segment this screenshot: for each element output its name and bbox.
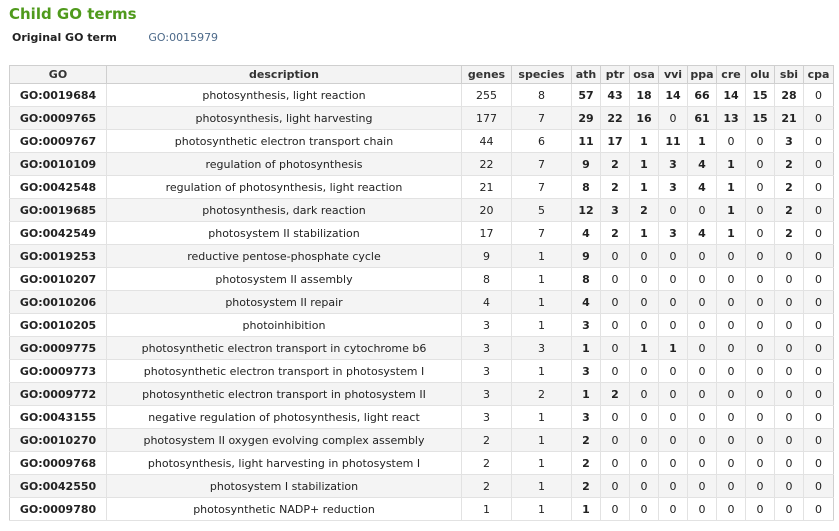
column-header-osa[interactable]: osa	[630, 66, 659, 84]
genes-count: 4	[462, 291, 512, 314]
species-count: 7	[512, 107, 572, 130]
species-count-ptr: 0	[601, 452, 630, 475]
species-count-ppa: 0	[688, 291, 717, 314]
table-row	[10, 84, 834, 107]
species-count-cpa: 0	[804, 84, 834, 107]
species-count-cpa: 0	[804, 107, 834, 130]
species-count-link-osa[interactable]: 18	[630, 84, 659, 107]
species-count-ppa: 0	[688, 475, 717, 498]
species-count-link-ptr[interactable]: 2	[601, 222, 630, 245]
species-count-vvi: 0	[659, 406, 688, 429]
genes-count: 21	[462, 176, 512, 199]
species-count: 1	[512, 360, 572, 383]
species-count: 7	[512, 176, 572, 199]
species-count-sbi: 0	[775, 360, 804, 383]
species-count-cpa: 0	[804, 337, 834, 360]
species-count-cpa: 0	[804, 475, 834, 498]
species-count-link-vvi[interactable]: 14	[659, 84, 688, 107]
species-count-olu: 0	[746, 199, 775, 222]
species-count-link-osa[interactable]: 1	[630, 176, 659, 199]
column-header-vvi[interactable]: vvi	[659, 66, 688, 84]
go-description: photosynthesis, light reaction	[107, 84, 462, 107]
species-count-cpa: 0	[804, 153, 834, 176]
species-count-link-ppa[interactable]: 1	[688, 130, 717, 153]
species-count-ppa: 0	[688, 268, 717, 291]
genes-count: 177	[462, 107, 512, 130]
go-id-link[interactable]: GO:0009765	[10, 107, 107, 130]
species-count-osa: 0	[630, 360, 659, 383]
table-row	[10, 176, 834, 199]
species-count-link-osa[interactable]: 16	[630, 107, 659, 130]
page-title: Child GO terms	[9, 5, 137, 23]
table-row	[10, 406, 834, 429]
species-count: 7	[512, 153, 572, 176]
go-description: photosynthetic electron transport in cytochrome b6	[107, 337, 462, 360]
species-count-cpa: 0	[804, 245, 834, 268]
species-count-link-ath[interactable]: 9	[572, 245, 601, 268]
table-row	[10, 291, 834, 314]
genes-count: 17	[462, 222, 512, 245]
species-count-link-vvi[interactable]: 3	[659, 176, 688, 199]
column-header-sbi[interactable]: sbi	[775, 66, 804, 84]
species-count-link-cre[interactable]: 1	[717, 153, 746, 176]
species-count-link-ptr[interactable]: 22	[601, 107, 630, 130]
go-id-link[interactable]: GO:0009767	[10, 130, 107, 153]
species-count-link-vvi[interactable]: 3	[659, 222, 688, 245]
species-count-osa: 0	[630, 406, 659, 429]
table-row	[10, 429, 834, 452]
column-header-olu[interactable]: olu	[746, 66, 775, 84]
species-count-link-cre[interactable]: 13	[717, 107, 746, 130]
species-count-sbi: 0	[775, 245, 804, 268]
go-description: photosynthesis, light harvesting	[107, 107, 462, 130]
species-count-olu: 0	[746, 222, 775, 245]
go-description: regulation of photosynthesis	[107, 153, 462, 176]
species-count-ppa: 0	[688, 360, 717, 383]
go-description: photosystem II assembly	[107, 268, 462, 291]
species-count: 2	[512, 383, 572, 406]
species-count: 1	[512, 406, 572, 429]
species-count: 1	[512, 245, 572, 268]
go-description: photosynthetic NADP+ reduction	[107, 498, 462, 521]
species-count-link-ath[interactable]: 8	[572, 268, 601, 291]
species-count-link-ath[interactable]: 11	[572, 130, 601, 153]
go-description: photosystem II repair	[107, 291, 462, 314]
species-count-link-ath[interactable]: 2	[572, 429, 601, 452]
species-count-cpa: 0	[804, 452, 834, 475]
species-count-link-ptr[interactable]: 17	[601, 130, 630, 153]
species-count-link-ptr[interactable]: 2	[601, 383, 630, 406]
species-count-link-osa[interactable]: 2	[630, 199, 659, 222]
species-count-link-ptr[interactable]: 2	[601, 176, 630, 199]
species-count-link-ath[interactable]: 9	[572, 153, 601, 176]
table-row	[10, 130, 834, 153]
species-count-vvi: 0	[659, 475, 688, 498]
genes-count: 3	[462, 406, 512, 429]
species-count-ppa: 0	[688, 383, 717, 406]
species-count-link-ppa[interactable]: 66	[688, 84, 717, 107]
species-count-cpa: 0	[804, 360, 834, 383]
species-count-cpa: 0	[804, 130, 834, 153]
go-description: photosynthetic electron transport in photosystem I	[107, 360, 462, 383]
species-count-link-ath[interactable]: 1	[572, 337, 601, 360]
species-count-osa: 0	[630, 429, 659, 452]
genes-count: 22	[462, 153, 512, 176]
species-count-sbi: 0	[775, 291, 804, 314]
go-id-link[interactable]: GO:0009775	[10, 337, 107, 360]
go-description: reductive pentose-phosphate cycle	[107, 245, 462, 268]
species-count-cpa: 0	[804, 383, 834, 406]
column-header-cpa[interactable]: cpa	[804, 66, 834, 84]
go-description: negative regulation of photosynthesis, light react	[107, 406, 462, 429]
column-header-ath[interactable]: ath	[572, 66, 601, 84]
species-count-olu: 0	[746, 475, 775, 498]
species-count-cpa: 0	[804, 314, 834, 337]
genes-count: 20	[462, 199, 512, 222]
species-count-olu: 0	[746, 176, 775, 199]
species-count-link-sbi[interactable]: 2	[775, 176, 804, 199]
column-header-go[interactable]: GO	[10, 66, 107, 84]
table-row	[10, 107, 834, 130]
species-count-sbi: 0	[775, 337, 804, 360]
species-count-cre: 0	[717, 130, 746, 153]
go-id-link[interactable]: GO:0019253	[10, 245, 107, 268]
genes-count: 3	[462, 360, 512, 383]
species-count-olu: 0	[746, 498, 775, 521]
column-header-ptr[interactable]: ptr	[601, 66, 630, 84]
species-count-ptr: 0	[601, 498, 630, 521]
species-count-ptr: 0	[601, 475, 630, 498]
go-description: photosynthetic electron transport chain	[107, 130, 462, 153]
species-count-cpa: 0	[804, 406, 834, 429]
species-count-link-ath[interactable]: 29	[572, 107, 601, 130]
species-count-sbi: 0	[775, 268, 804, 291]
species-count-vvi: 0	[659, 199, 688, 222]
species-count-link-ppa[interactable]: 4	[688, 222, 717, 245]
species-count-link-ptr[interactable]: 3	[601, 199, 630, 222]
species-count-link-sbi[interactable]: 2	[775, 199, 804, 222]
species-count-cre: 0	[717, 452, 746, 475]
species-count-link-sbi[interactable]: 21	[775, 107, 804, 130]
species-count-link-olu[interactable]: 15	[746, 84, 775, 107]
species-count-sbi: 0	[775, 498, 804, 521]
species-count-cre: 0	[717, 406, 746, 429]
go-id-link[interactable]: GO:0042549	[10, 222, 107, 245]
species-count-link-ath[interactable]: 4	[572, 222, 601, 245]
species-count-cre: 0	[717, 360, 746, 383]
species-count-ppa: 0	[688, 406, 717, 429]
species-count-link-sbi[interactable]: 2	[775, 153, 804, 176]
species-count: 1	[512, 429, 572, 452]
species-count-vvi: 0	[659, 383, 688, 406]
species-count: 1	[512, 475, 572, 498]
genes-count: 8	[462, 268, 512, 291]
species-count-ptr: 0	[601, 291, 630, 314]
species-count-cre: 0	[717, 268, 746, 291]
species-count-link-vvi[interactable]: 3	[659, 153, 688, 176]
species-count-cre: 0	[717, 498, 746, 521]
species-count-link-cre[interactable]: 1	[717, 199, 746, 222]
go-id-link[interactable]: GO:0019685	[10, 199, 107, 222]
genes-count: 3	[462, 337, 512, 360]
go-id-link[interactable]: GO:0010207	[10, 268, 107, 291]
table-row	[10, 268, 834, 291]
species-count-cpa: 0	[804, 429, 834, 452]
go-description: photosynthesis, light harvesting in photosystem I	[107, 452, 462, 475]
table-row	[10, 498, 834, 521]
column-header-species[interactable]: species	[512, 66, 572, 84]
species-count-link-olu[interactable]: 15	[746, 107, 775, 130]
species-count-vvi: 0	[659, 245, 688, 268]
species-count-ppa: 0	[688, 337, 717, 360]
table-row	[10, 383, 834, 406]
species-count-link-cre[interactable]: 1	[717, 222, 746, 245]
species-count-ppa: 0	[688, 314, 717, 337]
species-count-ppa: 0	[688, 245, 717, 268]
table-row	[10, 337, 834, 360]
species-count-osa: 0	[630, 383, 659, 406]
species-count-cpa: 0	[804, 176, 834, 199]
species-count-ppa: 0	[688, 199, 717, 222]
species-count-link-ath[interactable]: 12	[572, 199, 601, 222]
species-count-olu: 0	[746, 383, 775, 406]
species-count-link-osa[interactable]: 1	[630, 222, 659, 245]
species-count-vvi: 0	[659, 107, 688, 130]
species-count-cre: 0	[717, 245, 746, 268]
go-description: photosynthesis, dark reaction	[107, 199, 462, 222]
species-count-olu: 0	[746, 452, 775, 475]
species-count-sbi: 0	[775, 429, 804, 452]
species-count-vvi: 0	[659, 314, 688, 337]
species-count-sbi: 0	[775, 314, 804, 337]
species-count-ptr: 0	[601, 429, 630, 452]
species-count: 3	[512, 337, 572, 360]
species-count-link-cre[interactable]: 1	[717, 176, 746, 199]
species-count-link-ptr[interactable]: 43	[601, 84, 630, 107]
species-count-sbi: 0	[775, 452, 804, 475]
species-count-ptr: 0	[601, 360, 630, 383]
species-count-sbi: 0	[775, 383, 804, 406]
species-count-cre: 0	[717, 475, 746, 498]
go-description: photosynthetic electron transport in photosystem II	[107, 383, 462, 406]
go-id-link[interactable]: GO:0009773	[10, 360, 107, 383]
species-count-link-ath[interactable]: 8	[572, 176, 601, 199]
child-go-terms-table	[9, 65, 834, 521]
go-id-link[interactable]: GO:0043155	[10, 406, 107, 429]
species-count-link-ptr[interactable]: 2	[601, 153, 630, 176]
go-description: photosystem II stabilization	[107, 222, 462, 245]
table-row	[10, 222, 834, 245]
species-count-link-ppa[interactable]: 61	[688, 107, 717, 130]
species-count-link-ath[interactable]: 57	[572, 84, 601, 107]
species-count-cpa: 0	[804, 291, 834, 314]
species-count-ppa: 0	[688, 452, 717, 475]
species-count: 6	[512, 130, 572, 153]
go-id-link[interactable]: GO:0010206	[10, 291, 107, 314]
species-count-olu: 0	[746, 153, 775, 176]
original-go-term-label: Original GO term	[12, 31, 117, 44]
species-count-link-sbi[interactable]: 2	[775, 222, 804, 245]
species-count-vvi: 0	[659, 291, 688, 314]
table-body	[10, 84, 834, 521]
go-description: photosystem I stabilization	[107, 475, 462, 498]
genes-count: 255	[462, 84, 512, 107]
species-count-olu: 0	[746, 429, 775, 452]
species-count-link-vvi[interactable]: 1	[659, 337, 688, 360]
species-count-osa: 0	[630, 498, 659, 521]
species-count-cre: 0	[717, 291, 746, 314]
species-count-ptr: 0	[601, 314, 630, 337]
genes-count: 2	[462, 452, 512, 475]
species-count-link-ath[interactable]: 3	[572, 406, 601, 429]
go-description: photosystem II oxygen evolving complex assembly	[107, 429, 462, 452]
table-row	[10, 360, 834, 383]
species-count-link-osa[interactable]: 1	[630, 130, 659, 153]
species-count: 7	[512, 222, 572, 245]
species-count-ptr: 0	[601, 245, 630, 268]
column-header-cre[interactable]: cre	[717, 66, 746, 84]
species-count-vvi: 0	[659, 498, 688, 521]
species-count-osa: 0	[630, 314, 659, 337]
species-count-link-ppa[interactable]: 4	[688, 176, 717, 199]
species-count-ptr: 0	[601, 268, 630, 291]
species-count-osa: 0	[630, 245, 659, 268]
species-count-olu: 0	[746, 130, 775, 153]
species-count-osa: 0	[630, 291, 659, 314]
genes-count: 2	[462, 475, 512, 498]
species-count-link-cre[interactable]: 14	[717, 84, 746, 107]
species-count: 1	[512, 314, 572, 337]
species-count-vvi: 0	[659, 429, 688, 452]
original-go-term	[12, 31, 218, 44]
original-go-term-link[interactable]: GO:0015979	[148, 31, 219, 44]
table-row	[10, 153, 834, 176]
species-count-olu: 0	[746, 337, 775, 360]
species-count-cpa: 0	[804, 199, 834, 222]
species-count-link-ath[interactable]: 3	[572, 360, 601, 383]
genes-count: 1	[462, 498, 512, 521]
species-count-vvi: 0	[659, 360, 688, 383]
species-count-cre: 0	[717, 383, 746, 406]
species-count: 1	[512, 452, 572, 475]
species-count-olu: 0	[746, 360, 775, 383]
species-count-olu: 0	[746, 314, 775, 337]
species-count-vvi: 0	[659, 268, 688, 291]
genes-count: 3	[462, 314, 512, 337]
table-row	[10, 199, 834, 222]
species-count-osa: 0	[630, 452, 659, 475]
species-count-link-ath[interactable]: 2	[572, 452, 601, 475]
table-row	[10, 475, 834, 498]
species-count-link-sbi[interactable]: 28	[775, 84, 804, 107]
go-id-link[interactable]: GO:0019684	[10, 84, 107, 107]
species-count-link-ath[interactable]: 1	[572, 498, 601, 521]
species-count-ptr: 0	[601, 406, 630, 429]
table-row	[10, 314, 834, 337]
species-count-link-osa[interactable]: 1	[630, 153, 659, 176]
species-count-link-ath[interactable]: 3	[572, 314, 601, 337]
go-description: regulation of photosynthesis, light reaction	[107, 176, 462, 199]
genes-count: 3	[462, 383, 512, 406]
species-count-ppa: 0	[688, 498, 717, 521]
species-count-cpa: 0	[804, 222, 834, 245]
species-count-olu: 0	[746, 406, 775, 429]
column-header-description[interactable]: description	[107, 66, 462, 84]
species-count-cre: 0	[717, 337, 746, 360]
go-description: photoinhibition	[107, 314, 462, 337]
species-count-osa: 0	[630, 268, 659, 291]
species-count-link-ppa[interactable]: 4	[688, 153, 717, 176]
go-id-link[interactable]: GO:0010270	[10, 429, 107, 452]
go-id-link[interactable]: GO:0010205	[10, 314, 107, 337]
species-count-link-sbi[interactable]: 3	[775, 130, 804, 153]
go-id-link[interactable]: GO:0010109	[10, 153, 107, 176]
species-count: 1	[512, 498, 572, 521]
species-count-link-ath[interactable]: 1	[572, 383, 601, 406]
genes-count: 44	[462, 130, 512, 153]
species-count-cpa: 0	[804, 498, 834, 521]
species-count: 1	[512, 291, 572, 314]
species-count-ppa: 0	[688, 429, 717, 452]
species-count-olu: 0	[746, 291, 775, 314]
species-count-osa: 0	[630, 475, 659, 498]
species-count-cre: 0	[717, 314, 746, 337]
table-row	[10, 245, 834, 268]
column-header-genes[interactable]: genes	[462, 66, 512, 84]
go-id-link[interactable]: GO:0042548	[10, 176, 107, 199]
go-id-link[interactable]: GO:0009768	[10, 452, 107, 475]
species-count: 5	[512, 199, 572, 222]
species-count-link-osa[interactable]: 1	[630, 337, 659, 360]
species-count: 1	[512, 268, 572, 291]
table-header-row	[10, 66, 834, 84]
go-id-link[interactable]: GO:0009772	[10, 383, 107, 406]
column-header-ppa[interactable]: ppa	[688, 66, 717, 84]
genes-count: 2	[462, 429, 512, 452]
table-row	[10, 452, 834, 475]
genes-count: 9	[462, 245, 512, 268]
species-count-cpa: 0	[804, 268, 834, 291]
species-count-ptr: 0	[601, 337, 630, 360]
species-count-link-vvi[interactable]: 11	[659, 130, 688, 153]
species-count-vvi: 0	[659, 452, 688, 475]
go-id-link[interactable]: GO:0042550	[10, 475, 107, 498]
species-count-sbi: 0	[775, 406, 804, 429]
species-count-link-ath[interactable]: 2	[572, 475, 601, 498]
species-count-link-ath[interactable]: 4	[572, 291, 601, 314]
species-count: 8	[512, 84, 572, 107]
go-id-link[interactable]: GO:0009780	[10, 498, 107, 521]
species-count-olu: 0	[746, 245, 775, 268]
species-count-sbi: 0	[775, 475, 804, 498]
species-count-olu: 0	[746, 268, 775, 291]
species-count-cre: 0	[717, 429, 746, 452]
